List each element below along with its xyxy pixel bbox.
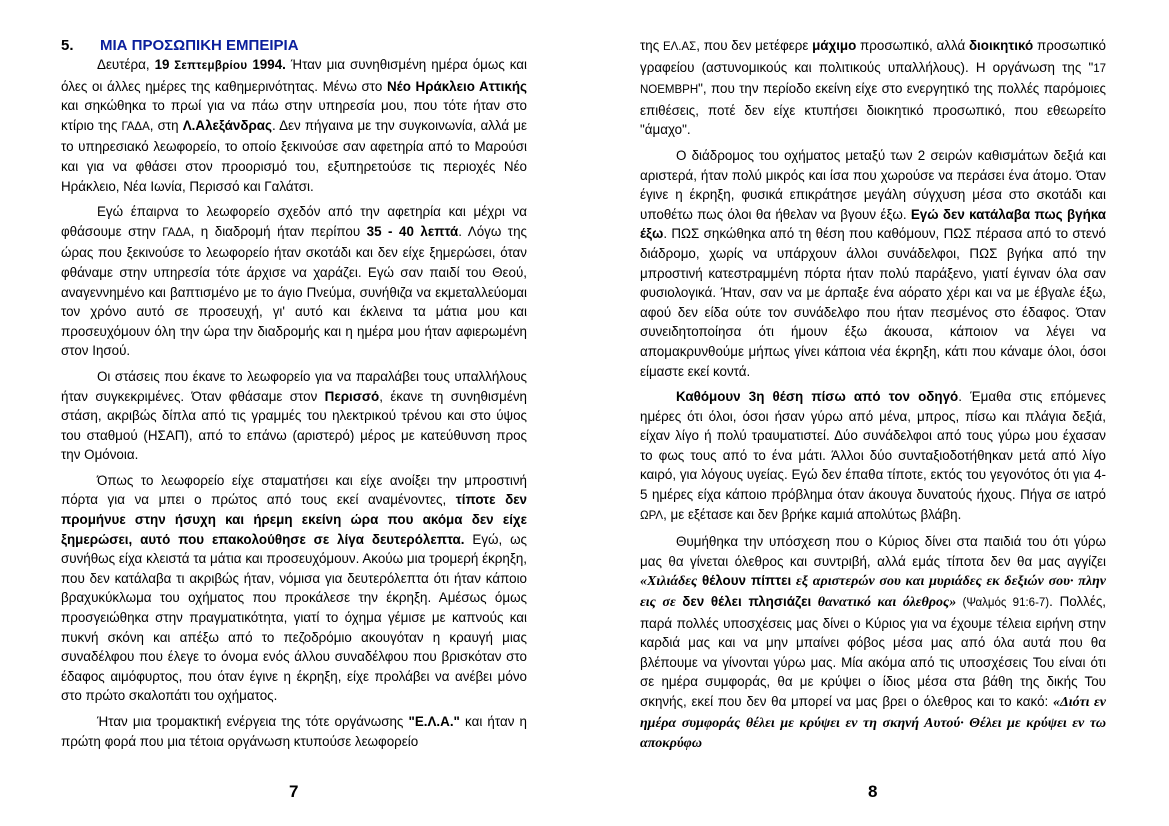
text: . Έμαθα στις επόμενες ημέρες ότι όλοι, όσοι ήσαν γύρω από μένα, μπρος, πίσω και πλάγια δεξιά, είχαν λίγο ή πολύ τραυματιστεί. Δύο συνάδελφοι από τους γύρω μου έχασαν το φως τους από το ένα μάτι. Άλλοι δύο συνταξιοδοτήθηκαν μετά από λίγο καιρό, για λόγους υγείας. Εγώ δεν έπαθα τίποτε, εκτός του γεγονότος ότι για 4-5 ημέρες είχα κάποιο πρόβλημα όταν άκουγα δυνατούς ήχους. Πήγα σε ιατρό xyxy=(640,389,1106,503)
paragraph-5 xyxy=(61,712,527,751)
text: Όπως το λεωφορείο είχε σταματήσει και είχε ανοίξει την μπροστινή πόρτα για να μπει ο πρώτος από τους εκεί αναμένοντες, xyxy=(61,472,527,508)
text: , η διαδρομή ήταν περίπου xyxy=(190,223,367,239)
chapter-title: ΜΙΑ ΠΡΟΣΩΠΙΚΗ ΕΜΠΕΙΡΙΑ xyxy=(100,37,299,54)
text-bold: 35 - 40 λεπτά xyxy=(366,223,459,239)
text: , με εξέτασε και δεν βρήκε καμιά απολύτως βλάβη. xyxy=(663,506,962,522)
text: Εγώ έπαιρνα το λεωφορείο σχεδόν από την αφετηρία και μέχρι να φθάσουμε στην xyxy=(61,204,527,239)
paragraph-1 xyxy=(61,55,527,196)
paragraph-3 xyxy=(640,387,1106,526)
text-bold: μάχιμο xyxy=(812,38,857,53)
left-page xyxy=(61,36,527,757)
text-small: ΩΡΛ xyxy=(640,509,664,522)
text-bold: Καθόμουν 3η θέση πίσω από τον οδηγό xyxy=(676,389,959,405)
paragraph-4 xyxy=(640,532,1106,754)
text: της xyxy=(640,38,663,53)
text: προσωπικό γραφείου (αστυνομικούς και πολιτικούς υπαλλήλους). Η οργάνωση της " xyxy=(640,38,1106,75)
text-bold: Εγώ δεν κατάλαβα πως βγήκα έξω xyxy=(640,206,1106,242)
text-bold: Περισσό xyxy=(324,388,380,404)
text: και ήταν η πρώτη φορά που μια τέτοια οργάνωση κτυπούσε λεωφορείο xyxy=(61,714,527,749)
text-bold: Λ.Αλεξάνδρας xyxy=(182,117,272,133)
text: ", που την περίοδο εκείνη είχε στο ενεργητικό της πολλές παρόμοιες επιθέσεις, ποτέ δεν είχε κτυπήσει διοικητικό προσωπικό, που εθεωρείτο "άμαχο". xyxy=(640,81,1106,138)
text: . ΠΩΣ σηκώθηκα από τη θέση που καθόμουν, ΠΩΣ πέρασα από το στενό διάδρομο, χωρίς να υπάρχουν άλλοι συνάδελφοι, ΠΩΣ βγήκα από την μπροστινή κατεστραμμένη πόρτα ήταν πολύ παράξενο, γιατί έγιναν όλα σαν φυσιολογικά. Ήταν, σαν να με άρπαξε ένα αόρατο χέρι και να με έβγαλε έξω, αφού δεν είδα ούτε τον συνάδελφο που ήταν πεσμένος στο έδαφος. Όταν συνειδητοποίησα ότι ήμουν έξω άκουσα, κάποιον να λέγει να απομακρυνθούμε μήπως γίνει κάποια νέα έκρηξη, κάτι που κάναμε όλοι, όσοι είμαστε εκεί κοντά. xyxy=(640,226,1106,379)
right-page xyxy=(640,36,1106,760)
text-bold: Νέο Ηράκλειο Αττικής xyxy=(387,78,527,94)
paragraph-2 xyxy=(61,202,527,361)
page-number-left: 7 xyxy=(289,782,299,801)
paragraph-4 xyxy=(61,471,527,706)
text-bold: 1994. xyxy=(247,57,286,72)
text-bold: τίποτε δεν προμήνυε στην ήσυχη και ήρεμη εκείνη ώρα που ακόμα δεν είχε ξημερώσει, αυτό που επακολούθησε σε λίγα δευτερόλεπτα. xyxy=(61,492,528,547)
text: προσωπικό, αλλά xyxy=(856,38,969,53)
text: , έκανε τη συνηθισμένη στάση, ακριβώς δίπλα από τις γραμμές του ηλεκτρικού τρένου και στο ύψος του σταθμού (ΗΣΑΠ), από το επάνω (αριστερό) μέρος με κατεύθυνση προς την Ομόνοια. xyxy=(61,388,527,463)
text-small: ΓΑΔΑ xyxy=(162,226,191,239)
text-small: 17 ΝΟΕΜΒΡΗ xyxy=(640,62,1106,97)
scripture-quote: θανατικό και όλεθρος» xyxy=(811,595,957,611)
text: Θυμήθηκα την υπόσχεση που ο Κύριος δίνει στα παιδιά του ότι γύρω μας θα γίνεται όλεθρος και συντριβή, αλλά εμάς τίποτα δεν θα μας αγγίζει xyxy=(640,534,1106,569)
scripture-quote: εξ αριστερών σου και μυριάδες εκ δεξιών σου· πλην εις σε xyxy=(640,574,1106,611)
scripture-reference: (Ψαλμός 91:6-7) xyxy=(956,597,1050,610)
text-bold: θέλουν πίπτει xyxy=(701,573,792,589)
text: Ο διάδρομος του οχήματος μεταξύ των 2 σειρών καθισμάτων δεξιά και αριστερά, ήταν πολύ μικρός και ίσα που χωρούσε να περάσει ένα άτομο. Όταν έγινε η έκρηξη, φυσικά επικράτησε μεγάλη σύγχυση μέσα στο σκοτάδι και υποθέτω πως όλοι θα ήθελαν να βγουν έξω. xyxy=(640,147,1106,222)
page-number-right: 8 xyxy=(868,782,878,801)
text: Εγώ, ως συνήθως είχα κλειστά τα μάτια και προσευχόμουν. Ακούω μια τρομερή έκρηξη, που δεν κατάλαβα τι ακριβώς ήταν, νόμισα για δευτερόλεπτα ότι ήταν κάποιο βραχυκύκλωμα του οχήματος που προκάλεσε την έκρηξη. Αμέσως όμως προσγειώθηκα στην πραγματικότητα, γιατί το όχημα γέμισε με καπνούς και πυκνή σκόνη και απέξω από το πεζοδρόμιο ακουγόταν η κραυγή μιας συναδέλφου που έλεγε το όνομα ενός άλλου συναδέλφου που βρισκόταν στο έδαφος αιμόφυρτος, που όταν έγινε η έκρηξη, είχε προλάβει να ανέβει μόνο στο πρώτο σκαλοπάτι του οχήματος. xyxy=(61,531,528,704)
paragraph-3 xyxy=(61,367,527,465)
text-bold: "Ε.Λ.Α." xyxy=(408,714,460,729)
text: . Δεν πήγαινα με την συγκοινωνία, αλλά με το υπηρεσιακό λεωφορείο, το οποίο ξεκινούσε σαν αφετηρία από το Μαρούσι και για να φθάσει στον προορισμό του, εξυπηρετούσε τις περιοχές Νέο Ηράκλειο, Νέα Ιωνία, Περισσό και Γαλάτσι. xyxy=(61,117,527,194)
text-bold: δεν θέλει πλησιάζει xyxy=(682,594,812,610)
chapter-heading xyxy=(61,36,527,55)
text: , που δεν μετέφερε xyxy=(696,38,813,53)
text-bold: 19 xyxy=(154,57,170,72)
text-small: ΓΑΔΑ xyxy=(121,120,150,133)
scripture-quote: «Διότι εν ημέρα συμφοράς θέλει με κρύψει εν τη σκηνή Αυτού· Θέλει με κρύψει εν τω αποκρύφω xyxy=(640,695,1106,752)
text-small: ΕΛ.ΑΣ xyxy=(662,41,697,53)
scripture-quote: «Χιλιάδες xyxy=(640,574,702,590)
text-bold: Σεπτεμβρίου xyxy=(169,60,248,72)
chapter-number: 5. xyxy=(61,37,74,54)
text: , στη xyxy=(149,117,183,133)
text: Οι στάσεις που έκανε το λεωφορείο για να παραλάβει τους υπαλλήλους ήταν συγκεκριμένες. Όταν φθάσαμε στον xyxy=(61,368,527,404)
text: και σηκώθηκα το πρωί για να πάω στην υπηρεσία μου, που τότε ήταν στο κτίριο της xyxy=(61,98,527,133)
paragraph-2 xyxy=(640,146,1106,381)
text: . Λόγω της ώρας που ξεκινούσε το λεωφορείο ήταν σκοτάδι και δεν είχε ξημερώσει, όταν φθάναμε στην υπηρεσία τότε άρχισε να χαράζει. Εγώ σαν παιδί του Θεού, αναγεννημένο και βαπτισμένο με το άγιο Πνεύμα, συνήθιζα να εκμεταλλεύομαι τον χρόνο αυτό σε προσευχή, γι' αυτό και έκλεινα τα μάτια μου και προσευχόμουν όλη την ώρα την διαδρομής και η ημέρα μου ήταν αφιερωμένη στον Ιησού. xyxy=(61,223,527,359)
text: Δευτέρα, xyxy=(97,57,155,72)
paragraph-1 xyxy=(640,36,1106,140)
text: Ήταν μια συνηθισμένη ημέρα όμως και όλες οι άλλες ημέρες της καθημερινότητας. Μένω στο xyxy=(61,57,528,94)
text: Ήταν μια τρομακτική ενέργεια της τότε οργάνωσης xyxy=(97,714,409,729)
text-bold: διοικητικό xyxy=(968,38,1034,53)
text: . Πολλές, παρά πολλές υποσχέσεις μας δίνει ο Κύριος για να έχουμε τέλεια ειρήνη στην καρδιά μας και να μην μπαίνει φόβος μέσα μας από όλα αυτά που θα βλέπουμε να γίνονται γύρω μας. Μία ακόμα από τις υποσχέσεις Του είναι ότι σε ημέρα συμφοράς, θα με κρύψει ο ίδιος μέσα στα βάθη της δικής Του σκηνής, εκεί που δεν θα μπορεί να μας βρει ο όλεθρος και το κακό: xyxy=(640,594,1106,709)
